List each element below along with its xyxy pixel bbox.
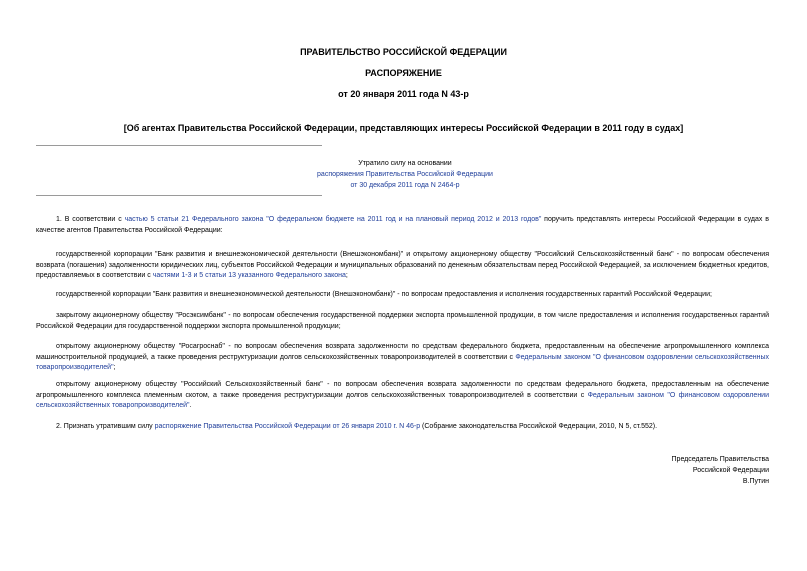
paragraph-text: открытому акционерному обществу "Росагроснаб" - по вопросам обеспечения возврата задолженности по средствам федерального бюджета, предоставленным на обеспечение агропромышленного комплекса машиностроительной продукцией, а также проведения реструктуризации долгов сельскохозяйственных товаропроизводителей в соответствии с bbox=[36, 343, 769, 361]
financial-recovery-law-link[interactable]: Федеральным законом "О финансовом оздоровлении сельскохозяйственных товаропроизводителей" bbox=[36, 353, 769, 371]
paragraph-veb-guarantees bbox=[36, 290, 769, 301]
status-note-text: Утратило силу на основании bbox=[358, 160, 452, 167]
paragraph-1 bbox=[36, 215, 769, 236]
paragraph-text: (Собрание законодательства Российской Федерации, 2010, N 5, ст.552). bbox=[420, 423, 658, 430]
paragraph-text: закрытому акционерному обществу "Росэксимбанк" - по вопросам обеспечения государственной поддержки экспорта промышленной продукции, в том числе предоставления и исполнения государственных гарантий Российской Федерации для государственной поддержки экспорта промышленной продукции; bbox=[36, 312, 769, 330]
repeal-order-date-link[interactable]: от 30 декабря 2011 года N 2464-р bbox=[350, 182, 460, 189]
document-title: [Об агентах Правительства Российской Федерации, представляющих интересы Российской Федерации в 2011 году в судах] bbox=[123, 123, 684, 133]
divider-top bbox=[36, 145, 322, 146]
signature-name: В.Путин bbox=[742, 478, 769, 485]
financial-recovery-law-link[interactable]: Федеральным законом "О финансовом оздоровлении сельскохозяйственных товаропроизводителей" bbox=[36, 391, 770, 409]
signature-block bbox=[672, 454, 769, 487]
paragraph-rshb-livestock bbox=[36, 380, 769, 412]
signature-country: Российской Федерации bbox=[692, 467, 769, 474]
paragraph-rosagrosnab bbox=[36, 342, 769, 374]
paragraph-roseximbank bbox=[36, 311, 769, 332]
paragraph-text: государственной корпорации "Банк развития и внешнеэкономической деятельности (Внешэкономбанк)" - по вопросам предоставления и исполнения государственных гарантий Российской Федерации; bbox=[56, 291, 712, 298]
paragraph-text: поручить представлять интересы Российской Федерации в судах в качестве агентов Правительства Российской Федерации: bbox=[36, 216, 769, 234]
paragraph-text: ; bbox=[113, 364, 116, 371]
law-articles-link[interactable]: частями 1-3 и 5 статьи 13 указанного Федерального закона bbox=[152, 272, 346, 279]
paragraph-text: открытому акционерному обществу "Российский Сельскохозяйственный банк" - по вопросам обеспечения возврата задолженности по средствам федерального бюджета, предоставленным на обеспечение агропромышленного комплекса племенным скотом, а также проведения реструктуризации долгов сельскохозяйственных товаропроизводителей в соответствии с bbox=[36, 381, 769, 399]
government-heading: ПРАВИТЕЛЬСТВО РОССИЙСКОЙ ФЕДЕРАЦИИ bbox=[300, 47, 507, 57]
document-date-number: от 20 января 2011 года N 43-р bbox=[338, 89, 469, 99]
status-note bbox=[290, 158, 520, 191]
paragraph-text: ; bbox=[345, 272, 348, 279]
repeal-order-link[interactable]: распоряжения Правительства Российской Федерации bbox=[317, 171, 493, 178]
signature-position: Председатель Правительства bbox=[671, 456, 769, 463]
budget-law-link[interactable]: частью 5 статьи 21 Федерального закона "О федеральном бюджете на 2011 год и на плановый период 2012 и 2013 годов" bbox=[124, 216, 542, 223]
paragraph-text: 1. В соответствии с bbox=[56, 216, 125, 223]
document-type-heading: РАСПОРЯЖЕНИЕ bbox=[365, 68, 442, 78]
divider-bottom bbox=[36, 195, 322, 196]
previous-order-link[interactable]: распоряжение Правительства Российской Федерации от 26 января 2010 г. N 46-р bbox=[154, 423, 421, 430]
paragraph-text: 2. Признать утратившим силу bbox=[56, 423, 155, 430]
paragraph-text: . bbox=[189, 402, 192, 409]
paragraph-text: государственной корпорации "Банк развития и внешнеэкономической деятельности (Внешэкономбанк)" и открытому акционерному обществу "Российский Сельскохозяйственный банк" - по вопросам обеспечения возврата (погашения) задолженности юридических лиц, субъектов Российской Федерации и муниципальных образований по денежным обязательствам перед Российской Федерацией, за исключением бюджетных кредитов, предоставляемых в соответствии с bbox=[36, 251, 769, 279]
paragraph-veb-rshb bbox=[36, 250, 769, 282]
paragraph-2 bbox=[36, 422, 769, 433]
